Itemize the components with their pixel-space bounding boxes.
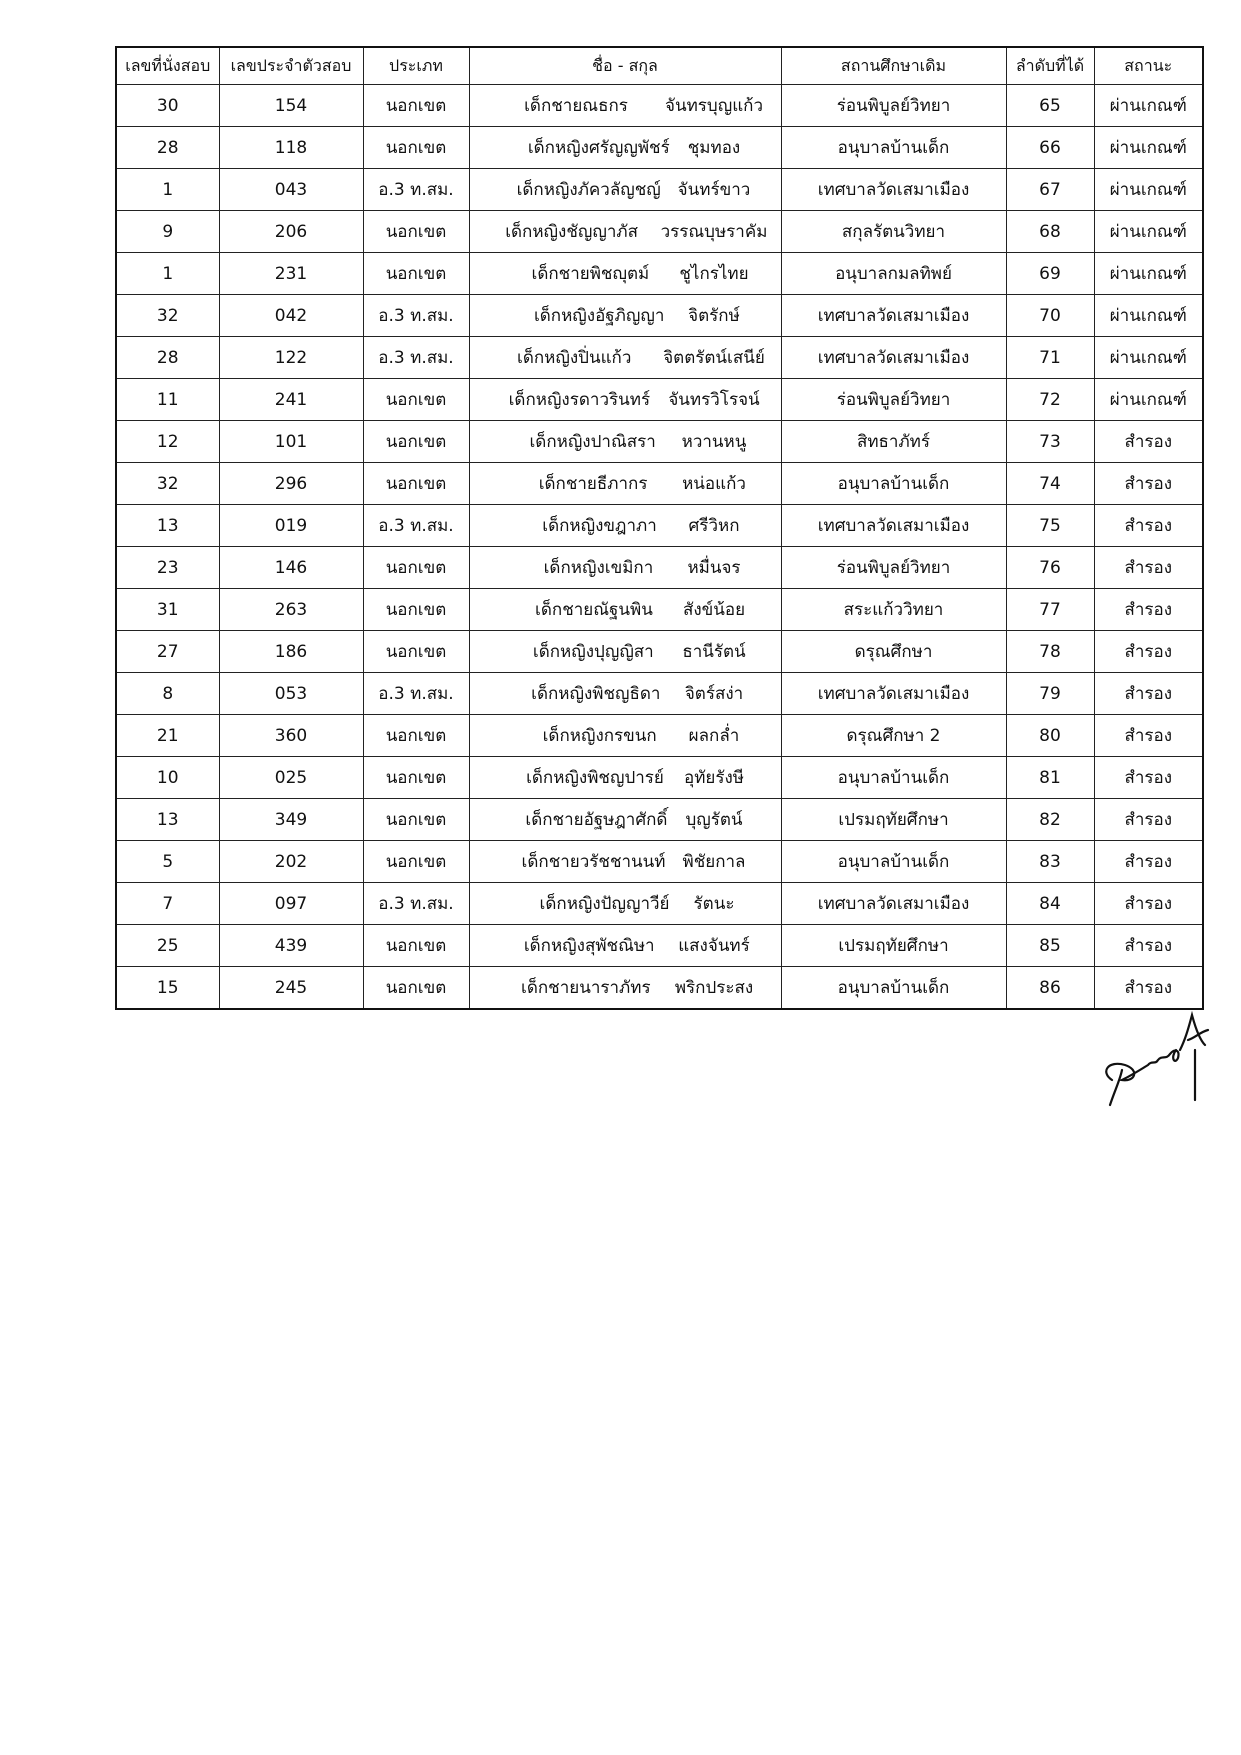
name-cell (469, 799, 781, 841)
header-type: ประเภท (363, 47, 469, 85)
name-cell (469, 253, 781, 295)
exam-id-cell: 097 (219, 883, 363, 925)
table-row (116, 925, 1203, 967)
header-school: สถานศึกษาเดิม (781, 47, 1006, 85)
last-name: หมื่นจร (687, 558, 741, 578)
rank-cell: 66 (1006, 127, 1094, 169)
last-name: จันทร์ขาว (677, 180, 751, 200)
rank-cell: 86 (1006, 967, 1094, 1010)
exam-id-cell: 053 (219, 673, 363, 715)
first-name: เด็กหญิงกรขนก (542, 726, 657, 746)
name-cell (469, 883, 781, 925)
school-cell: เทศบาลวัดเสมาเมือง (781, 295, 1006, 337)
school-cell: ร่อนพิบูลย์วิทยา (781, 547, 1006, 589)
type-cell: นอกเขต (363, 211, 469, 253)
seat-no-cell: 28 (116, 127, 219, 169)
rank-cell: 72 (1006, 379, 1094, 421)
school-cell: เทศบาลวัดเสมาเมือง (781, 505, 1006, 547)
type-cell: อ.3 ท.สม. (363, 505, 469, 547)
table-row (116, 211, 1203, 253)
school-cell: เทศบาลวัดเสมาเมือง (781, 883, 1006, 925)
last-name: พริกประสง (674, 978, 754, 998)
exam-id-cell: 263 (219, 589, 363, 631)
exam-id-cell: 025 (219, 757, 363, 799)
seat-no-cell: 11 (116, 379, 219, 421)
exam-id-cell: 042 (219, 295, 363, 337)
table-row (116, 841, 1203, 883)
last-name: พิชัยกาล (682, 852, 746, 872)
name-cell (469, 505, 781, 547)
type-cell: อ.3 ท.สม. (363, 883, 469, 925)
name-cell (469, 673, 781, 715)
type-cell: นอกเขต (363, 967, 469, 1010)
exam-id-cell: 101 (219, 421, 363, 463)
rank-cell: 78 (1006, 631, 1094, 673)
seat-no-cell: 32 (116, 295, 219, 337)
type-cell: อ.3 ท.สม. (363, 295, 469, 337)
exam-id-cell: 154 (219, 85, 363, 127)
exam-id-cell: 146 (219, 547, 363, 589)
type-cell: อ.3 ท.สม. (363, 673, 469, 715)
table-row (116, 169, 1203, 211)
seat-no-cell: 23 (116, 547, 219, 589)
seat-no-cell: 10 (116, 757, 219, 799)
school-cell: ร่อนพิบูลย์วิทยา (781, 85, 1006, 127)
type-cell: นอกเขต (363, 715, 469, 757)
status-cell: สำรอง (1094, 841, 1203, 883)
last-name: จิตตรัตน์เสนีย์ (663, 348, 765, 368)
seat-no-cell: 13 (116, 505, 219, 547)
table-row (116, 799, 1203, 841)
first-name: เด็กชายพิชญุตม์ (531, 264, 650, 284)
type-cell: นอกเขต (363, 379, 469, 421)
rank-cell: 69 (1006, 253, 1094, 295)
first-name: เด็กหญิงอัฐภิญญา (533, 306, 665, 326)
name-cell (469, 295, 781, 337)
type-cell: นอกเขต (363, 127, 469, 169)
results-table (115, 46, 1204, 1010)
status-cell: ผ่านเกณฑ์ (1094, 253, 1203, 295)
table-row (116, 421, 1203, 463)
table-row (116, 85, 1203, 127)
exam-id-cell: 349 (219, 799, 363, 841)
name-cell (469, 337, 781, 379)
last-name: หน่อแก้ว (682, 474, 746, 494)
exam-id-cell: 118 (219, 127, 363, 169)
status-cell: สำรอง (1094, 547, 1203, 589)
status-cell: สำรอง (1094, 967, 1203, 1010)
first-name: เด็กชายธีภากร (538, 474, 648, 494)
exam-id-cell: 439 (219, 925, 363, 967)
seat-no-cell: 1 (116, 169, 219, 211)
first-name: เด็กหญิงพิชญปารย์ (526, 768, 664, 788)
school-cell: สกุลรัตนวิทยา (781, 211, 1006, 253)
last-name: แสงจันทร์ (678, 936, 750, 956)
name-cell (469, 421, 781, 463)
type-cell: นอกเขต (363, 253, 469, 295)
school-cell: อนุบาลบ้านเด็ก (781, 841, 1006, 883)
seat-no-cell: 21 (116, 715, 219, 757)
first-name: เด็กชายนาราภัทร (521, 978, 651, 998)
name-cell (469, 463, 781, 505)
type-cell: นอกเขต (363, 799, 469, 841)
header-name: ชื่อ - สกุล (469, 47, 781, 85)
last-name: รัตนะ (693, 894, 735, 914)
school-cell: สิทธาภัทร์ (781, 421, 1006, 463)
seat-no-cell: 28 (116, 337, 219, 379)
header-rank: ลำดับที่ได้ (1006, 47, 1094, 85)
status-cell: ผ่านเกณฑ์ (1094, 295, 1203, 337)
first-name: เด็กหญิงปาณิสรา (529, 432, 656, 452)
header-seat-no: เลขที่นั่งสอบ (116, 47, 219, 85)
name-cell (469, 841, 781, 883)
exam-id-cell: 231 (219, 253, 363, 295)
table-row (116, 337, 1203, 379)
name-cell (469, 589, 781, 631)
name-cell (469, 757, 781, 799)
rank-cell: 73 (1006, 421, 1094, 463)
handwritten-signature-icon (1100, 1010, 1220, 1120)
table-row (116, 379, 1203, 421)
status-cell: สำรอง (1094, 715, 1203, 757)
type-cell: นอกเขต (363, 631, 469, 673)
exam-id-cell: 241 (219, 379, 363, 421)
status-cell: ผ่านเกณฑ์ (1094, 127, 1203, 169)
seat-no-cell: 8 (116, 673, 219, 715)
type-cell: นอกเขต (363, 589, 469, 631)
status-cell: สำรอง (1094, 505, 1203, 547)
rank-cell: 68 (1006, 211, 1094, 253)
status-cell: สำรอง (1094, 673, 1203, 715)
seat-no-cell: 13 (116, 799, 219, 841)
school-cell: อนุบาลบ้านเด็ก (781, 127, 1006, 169)
type-cell: นอกเขต (363, 841, 469, 883)
header-row (116, 47, 1203, 85)
school-cell: เทศบาลวัดเสมาเมือง (781, 673, 1006, 715)
table-body (116, 85, 1203, 1010)
school-cell: อนุบาลบ้านเด็ก (781, 967, 1006, 1010)
school-cell: ดรุณศึกษา (781, 631, 1006, 673)
last-name: ธานีรัตน์ (682, 642, 746, 662)
last-name: จันทรบุญแก้ว (665, 96, 763, 116)
school-cell: ร่อนพิบูลย์วิทยา (781, 379, 1006, 421)
first-name: เด็กหญิงปุญญิสา (532, 642, 654, 662)
name-cell (469, 379, 781, 421)
first-name: เด็กชายณธกร (524, 96, 628, 116)
table-row (116, 883, 1203, 925)
seat-no-cell: 27 (116, 631, 219, 673)
first-name: เด็กหญิงศรัญญพัชร์ (527, 138, 670, 158)
table-row (116, 673, 1203, 715)
last-name: หวานหนู (681, 432, 747, 452)
rank-cell: 74 (1006, 463, 1094, 505)
table-row (116, 715, 1203, 757)
school-cell: สระแก้ววิทยา (781, 589, 1006, 631)
status-cell: สำรอง (1094, 589, 1203, 631)
rank-cell: 80 (1006, 715, 1094, 757)
rank-cell: 82 (1006, 799, 1094, 841)
table-row (116, 505, 1203, 547)
last-name: ผลกล่ำ (688, 726, 740, 746)
status-cell: สำรอง (1094, 799, 1203, 841)
type-cell: อ.3 ท.สม. (363, 169, 469, 211)
first-name: เด็กหญิงรดาวรินทร์ (508, 390, 651, 410)
school-cell: เทศบาลวัดเสมาเมือง (781, 169, 1006, 211)
rank-cell: 71 (1006, 337, 1094, 379)
seat-no-cell: 7 (116, 883, 219, 925)
rank-cell: 79 (1006, 673, 1094, 715)
first-name: เด็กหญิงพิชญธิดา (531, 684, 661, 704)
last-name: อุทัยรังษี (683, 768, 744, 788)
status-cell: ผ่านเกณฑ์ (1094, 337, 1203, 379)
table-row (116, 547, 1203, 589)
exam-id-cell: 186 (219, 631, 363, 673)
last-name: จันทรวิโรจน์ (668, 390, 760, 410)
first-name: เด็กชายณัฐนพิน (535, 600, 653, 620)
seat-no-cell: 31 (116, 589, 219, 631)
header-status: สถานะ (1094, 47, 1203, 85)
rank-cell: 75 (1006, 505, 1094, 547)
last-name: ชุมทอง (687, 138, 741, 158)
exam-id-cell: 360 (219, 715, 363, 757)
exam-id-cell: 245 (219, 967, 363, 1010)
table-row (116, 967, 1203, 1010)
rank-cell: 67 (1006, 169, 1094, 211)
status-cell: ผ่านเกณฑ์ (1094, 211, 1203, 253)
name-cell (469, 211, 781, 253)
first-name: เด็กหญิงขฎาภา (542, 516, 657, 536)
exam-id-cell: 122 (219, 337, 363, 379)
seat-no-cell: 5 (116, 841, 219, 883)
type-cell: นอกเขต (363, 85, 469, 127)
table-row (116, 127, 1203, 169)
seat-no-cell: 32 (116, 463, 219, 505)
name-cell (469, 631, 781, 673)
type-cell: นอกเขต (363, 421, 469, 463)
status-cell: สำรอง (1094, 883, 1203, 925)
table-row (116, 463, 1203, 505)
first-name: เด็กหญิงชัญญาภัส (505, 222, 638, 242)
rank-cell: 65 (1006, 85, 1094, 127)
school-cell: เปรมฤทัยศึกษา (781, 925, 1006, 967)
exam-id-cell: 019 (219, 505, 363, 547)
rank-cell: 70 (1006, 295, 1094, 337)
table-row (116, 295, 1203, 337)
seat-no-cell: 1 (116, 253, 219, 295)
table-row (116, 631, 1203, 673)
header-exam-id: เลขประจำตัวสอบ (219, 47, 363, 85)
school-cell: ดรุณศึกษา 2 (781, 715, 1006, 757)
school-cell: อนุบาลบ้านเด็ก (781, 463, 1006, 505)
last-name: ศรีวิหก (688, 516, 740, 536)
type-cell: นอกเขต (363, 547, 469, 589)
seat-no-cell: 12 (116, 421, 219, 463)
type-cell: นอกเขต (363, 925, 469, 967)
name-cell (469, 85, 781, 127)
table-row (116, 757, 1203, 799)
type-cell: อ.3 ท.สม. (363, 337, 469, 379)
seat-no-cell: 15 (116, 967, 219, 1010)
school-cell: อนุบาลกมลทิพย์ (781, 253, 1006, 295)
last-name: บุญรัตน์ (685, 810, 743, 830)
last-name: จิตร์สง่า (684, 684, 744, 704)
exam-id-cell: 202 (219, 841, 363, 883)
last-name: ชูไกรไทย (679, 264, 749, 284)
school-cell: เปรมฤทัยศึกษา (781, 799, 1006, 841)
rank-cell: 81 (1006, 757, 1094, 799)
school-cell: อนุบาลบ้านเด็ก (781, 757, 1006, 799)
status-cell: ผ่านเกณฑ์ (1094, 85, 1203, 127)
first-name: เด็กชายอัฐษฎาศักดิ์ (525, 810, 668, 830)
type-cell: นอกเขต (363, 463, 469, 505)
rank-cell: 77 (1006, 589, 1094, 631)
last-name: จิตรักษ์ (688, 306, 740, 326)
name-cell (469, 715, 781, 757)
first-name: เด็กหญิงเขมิกา (543, 558, 654, 578)
rank-cell: 83 (1006, 841, 1094, 883)
exam-id-cell: 043 (219, 169, 363, 211)
exam-id-cell: 206 (219, 211, 363, 253)
status-cell: สำรอง (1094, 463, 1203, 505)
first-name: เด็กหญิงปิ่นแก้ว (517, 348, 632, 368)
status-cell: สำรอง (1094, 631, 1203, 673)
first-name: เด็กหญิงปัญญาวีย์ (539, 894, 670, 914)
name-cell (469, 169, 781, 211)
name-cell (469, 127, 781, 169)
name-cell (469, 925, 781, 967)
last-name: สังข์น้อย (682, 600, 746, 620)
rank-cell: 84 (1006, 883, 1094, 925)
status-cell: สำรอง (1094, 757, 1203, 799)
status-cell: สำรอง (1094, 421, 1203, 463)
first-name: เด็กชายวรัชชานนท์ (521, 852, 666, 872)
first-name: เด็กหญิงภัควลัญชญ์ (516, 180, 661, 200)
rank-cell: 85 (1006, 925, 1094, 967)
school-cell: เทศบาลวัดเสมาเมือง (781, 337, 1006, 379)
last-name: วรรณบุษราคัม (660, 222, 768, 242)
rank-cell: 76 (1006, 547, 1094, 589)
table-row (116, 253, 1203, 295)
status-cell: ผ่านเกณฑ์ (1094, 169, 1203, 211)
seat-no-cell: 25 (116, 925, 219, 967)
status-cell: ผ่านเกณฑ์ (1094, 379, 1203, 421)
first-name: เด็กหญิงสุพัชณิษา (523, 936, 655, 956)
table-row (116, 589, 1203, 631)
name-cell (469, 967, 781, 1010)
seat-no-cell: 9 (116, 211, 219, 253)
type-cell: นอกเขต (363, 757, 469, 799)
name-cell (469, 547, 781, 589)
seat-no-cell: 30 (116, 85, 219, 127)
status-cell: สำรอง (1094, 925, 1203, 967)
exam-id-cell: 296 (219, 463, 363, 505)
